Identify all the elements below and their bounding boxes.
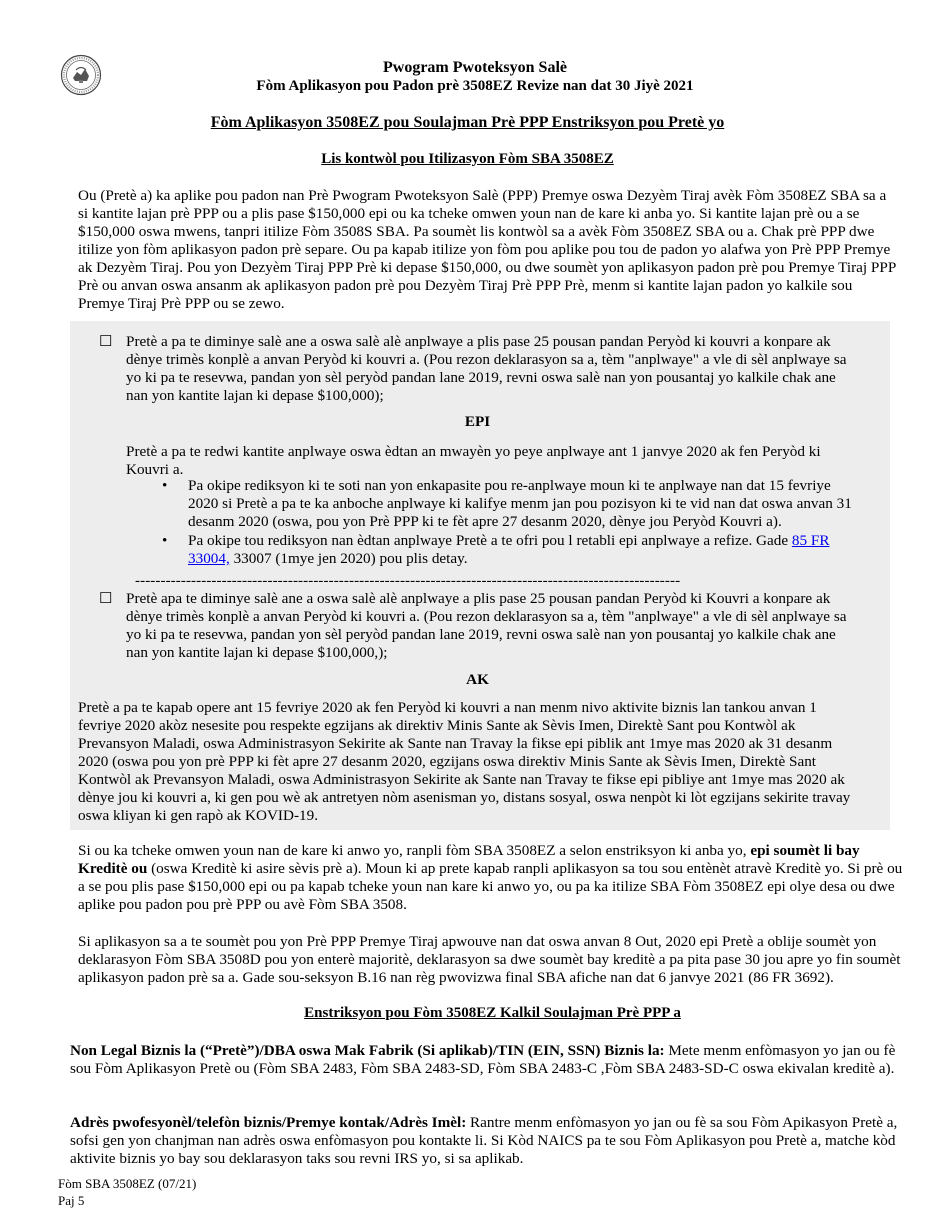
business-address-text: Rantre menm enfòmasyon yo jan ou fè sa sou Fòm Apikasyon Pretè a, sofsi gen yon chanjman nan adrès oswa enfòmasyon pou kontakte li. Si Kòd NAICS pa te sou Fòm Aplikasyon pou Pretè a, matche kòd aktivite biznis yo bay sou deklarasyon taks sou revni IRS yo, si sa aplikab. <box>70 1114 898 1167</box>
page-footer <box>58 1175 196 1209</box>
option-1-checkbox[interactable]: ☐ <box>99 334 113 350</box>
business-name-instructions <box>70 1042 906 1078</box>
ak-label: AK <box>466 671 489 688</box>
submission-text-bold: epi soumèt li bay Kreditè ou <box>78 842 860 877</box>
program-title: Pwogram Pwoteksyon Salè <box>383 59 567 76</box>
list-item <box>126 477 856 531</box>
list-item-text-post: 33007 (1mye jen 2020) pou plis detay. <box>229 550 468 567</box>
bullet-icon: • <box>162 532 168 549</box>
submission-paragraph <box>78 842 908 914</box>
submission-text-post: (oswa Kreditè ki asire sèvis prè a). Moun ki ap prete kapab ranpli aplikasyon sa tou sou entènèt atravè Kreditè yo. Si prè ou a se pou plis pase $150,000 epi ou pa kapab tcheke youn nan kare ki anwo yo, ou pa ka itilize SBA Fòm 3508EZ epi olye desa ou dwe aplike pou padon pou prè PPP ou avè Fòm SBA 3508. <box>78 860 903 913</box>
epi-paragraph: Pretè a pa te redwi kantite anplwaye oswa èdtan an mwayèn yo peye anplwaye ant 1 janvye 2020 ak fen Peryòd ki Kouvri a. <box>126 443 821 478</box>
business-address-instructions <box>70 1114 906 1168</box>
submission-text-pre: Si ou ka tcheke omwen youn nan de kare ki anwo yo, ranpli fòm SBA 3508EZ a selon enstriksyon ki anba yo, <box>78 842 751 859</box>
list-item-text-pre: Pa okipe tou rediksyon nan èdtan anplwaye Pretè a te ofri pou l retabli epi anplwaye a refize. Gade <box>188 532 792 549</box>
form-subtitle: Fòm Aplikasyon pou Padon prè 3508EZ Revize nan dat 30 Jiyè 2021 <box>256 78 694 94</box>
business-address-label: Adrès pwofesyonèl/telefòn biznis/Premye kontak/Adrès Imèl: <box>70 1114 467 1131</box>
epi-label: EPI <box>464 413 491 430</box>
form-3508d-paragraph: Si aplikasyon sa a te soumèt pou yon Prè PPP Premye Tiraj apwouve nan dat oswa anvan 8 Out, 2020 epi Pretè a oblije soumèt yon deklarasyon Fòm SBA 3508D pou yon enterè majoritè, deklarasyon sa dwe soumèt bay kreditè a pa pita pase 30 jou apre yo fin soumèt aplikasyon padon prè sa a. Gade sou-seksyon B.16 nan règ pwovizwa final SBA afiche nan dat 6 janvye 2021 (86 FR 3692). <box>78 933 901 986</box>
option-2-checkbox[interactable]: ☐ <box>99 591 113 607</box>
federal-register-link[interactable]: 85 FR 33004, <box>188 532 830 567</box>
page-number: Paj 5 <box>58 1193 85 1208</box>
list-item <box>126 532 856 568</box>
checklist-heading: Lis kontwòl pou Itilizasyon Fòm SBA 3508EZ <box>321 151 614 167</box>
option-2-text: Pretè apa te diminye salè ane a oswa salè alè anplwaye a plis pase 25 pousan pandan Peryòd ki Kouvri a konpare ak dènye trimès konplè a anvan Peryòd ki kouvri a. (Pou rezon deklarasyon sa a, tèm "anplwaye" a vle di sèl anplwaye sa yo ki pa te resevwa, pandan yon sèl peryòd pandan lane 2019, revni oswa salè nan yon pousantaj yo kalkile chak ane nan yon kantite lajan ki depase $100,000,); <box>126 590 847 661</box>
form-number: Fòm SBA 3508EZ (07/21) <box>58 1176 197 1191</box>
business-name-label: Non Legal Biznis la (“Pretè”)/DBA oswa Mak Fabrik (Si aplikab)/TIN (EIN, SSN) Biznis la: <box>70 1042 665 1059</box>
list-item-text: Pa okipe rediksyon ki te soti nan yon enkapasite pou re-anplwaye moun ki te anplwaye nan dat 15 fevriye 2020 si Pretè a pa te ka anboche anplwaye ki kalifye menm jan pou pozisyon ki te vid nan dat oswa anvan 31 desanm 2020 (oswa, pou yon Prè PPP ki te fèt apre 27 desanm 2020, dènye jou Peryòd Kouvri a). <box>188 477 852 530</box>
intro-paragraph: Ou (Pretè a) ka aplike pou padon nan Prè Pwogram Pwoteksyon Salè (PPP) Premye oswa Dezyèm Tiraj avèk Fòm 3508EZ SBA sa a si kantite lajan prè PPP ou a plis pase $150,000 epi ou ka tcheke omwen youn nan de kare ki anba yo. Si kantite lajan prè ou a se $150,000 oswa mwens, tanpri itilize Fòm 3508S SBA. Pa soumèt lis kontwòl sa a avèk Fòm 3508EZ SBA ou a. Chak prè PPP dwe itilize yon fòm aplikasyon padon prè separe. Ou pa kapab itilize yon fòm pou aplike pou tou de padon yo alafwa yon Prè PPP Premye ak Dezyèm Tiraj. Pou yon Dezyèm Tiraj PPP Prè ki depase $150,000, ou dwe soumèt yon aplikasyon padon prè pou Premye Tiraj PPP Prè ou anvan oswa ansanm ak aplikasyon padon prè pou Dezyèm Tiraj Prè PPP Prè, menm si kantite lajan padon yo kalkile sou Premye Tiraj Prè PPP ou se zewo. <box>78 187 896 312</box>
page-title: Fòm Aplikasyon 3508EZ pou Soulajman Prè PPP Enstriksyon pou Pretè yo <box>210 114 725 131</box>
business-name-text: Mete menm enfòmasyon yo jan ou fè sou Fòm Aplikasyon Pretè ou (Fòm SBA 2483, Fòm SBA 2483-SD, Fòm SBA 2483-C ,Fòm SBA 2483-SD-C oswa ekivalan kreditè a). <box>70 1042 896 1077</box>
ak-paragraph: Pretè a pa te kapab opere ant 15 fevriye 2020 ak fen Peryòd ki kouvri a nan menm nivo aktivite biznis lan tankou anvan 1 fevriye 2020 akòz nesesite pou respekte egzijans ak direktiv Minis Sante ak Sèvis Imen, Direktè Sant pou Kontwòl ak Prevansyon Maladi, oswa Administrasyon Sekirite ak Sante nan Travay la fikse epi piblik ant 1mye mas 2020 ak 31 desanm 2020 (oswa pou yon prè PPP ki fèt apre 27 desanm 2020, egzijans oswa direktiv Minis Sante ak Sèvis Imen, Direktè Sant Kontwòl ak Prevansyon Maladi, oswa Administrasyon Sekirite ak Sante nan Travay te fikse epi pibliye ant 1mye mas 2020 ak dènye jou ki kouvri a, ki gen pou wè ak antretyen nòm asenisman yo, distans sosyal, oswa nenpòt ki lòt egzijans sekirite travay oswa kliyan ki gen rapò ak KOVID-19. <box>78 699 851 824</box>
bullet-icon: • <box>162 477 168 494</box>
option-1-text: Pretè a pa te diminye salè ane a oswa salè alè anplwaye a plis pase 25 pousan pandan Peryòd ki kouvri a konpare ak dènye trimès konplè a anvan Peryòd ki kouvri a. (Pou rezon deklarasyon sa a, tèm "anplwaye" a vle di sèl anplwaye sa yo ki pa te resevwa, pandan yon sèl peryòd pandan lane 2019, revni oswa salè nan yon pousantaj yo kalkile chak ane nan yon kantite lajan ki depase $100,000); <box>126 333 847 404</box>
instructions-heading: Enstriksyon pou Fòm 3508EZ Kalkil Soulajman Prè PPP a <box>304 1005 681 1021</box>
exclusions-list <box>126 477 856 569</box>
dashed-separator: ----------------------------------------------------------------------------------------------------------- <box>135 573 681 589</box>
